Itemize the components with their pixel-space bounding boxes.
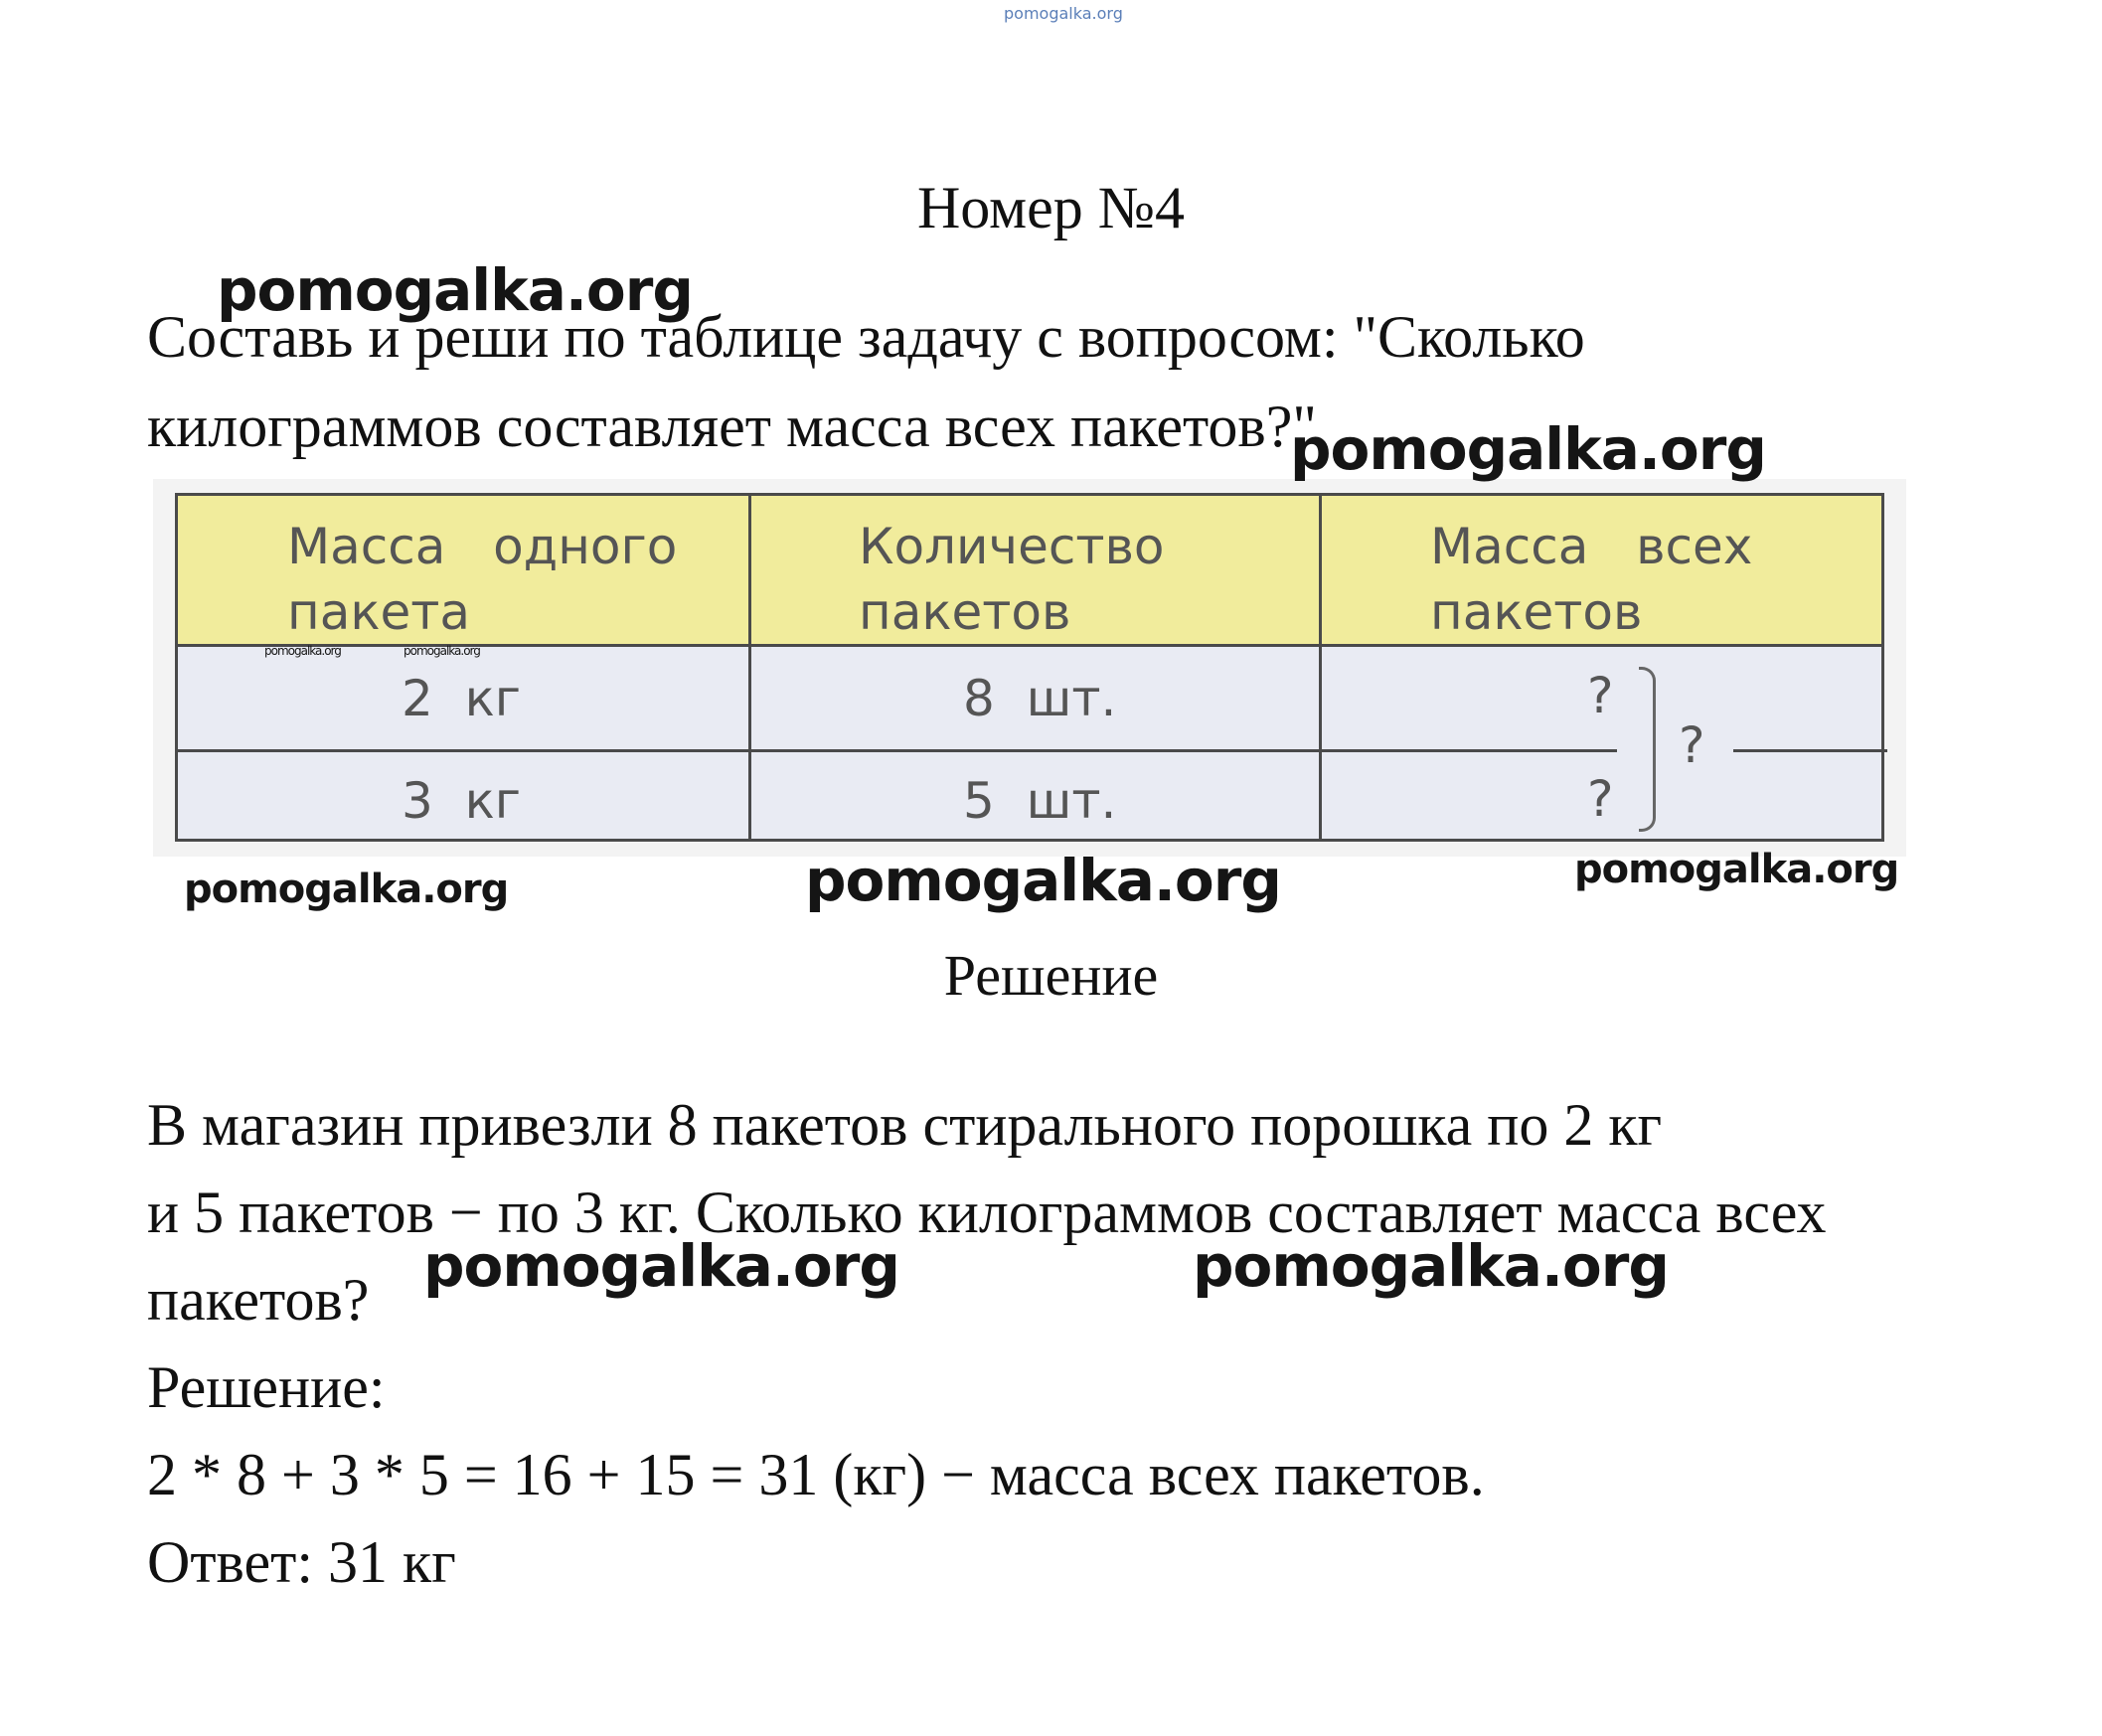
sum-brace-icon: [1639, 667, 1656, 832]
table-cell-mass: 3 кг: [402, 772, 522, 830]
table-header-mass-all: Масса всех пакетов: [1430, 518, 1753, 641]
table-cell-total: ?: [1587, 667, 1614, 724]
problem-line-3: пакетов?: [147, 1267, 370, 1333]
top-watermark: pomogalka.org: [1004, 4, 1123, 23]
table-divider: [1319, 496, 1322, 839]
small-watermark: pomogalka.org: [404, 644, 480, 658]
data-table-image: [153, 479, 1906, 857]
table-divider: [748, 496, 751, 839]
table-cell-total: ?: [1587, 770, 1614, 828]
watermark: pomogalka.org: [1574, 847, 1899, 892]
watermark: pomogalka.org: [184, 867, 509, 912]
small-watermark: pomogalka.org: [264, 644, 341, 658]
task-line-2: килограммов составляет масса всех пакетов?": [147, 394, 1317, 459]
solution-label: Решение:: [147, 1354, 386, 1420]
solution-equation: 2 * 8 + 3 * 5 = 16 + 15 = 31 (кг) − масса всех пакетов.: [147, 1442, 1485, 1507]
table-cell-count: 8 шт.: [963, 670, 1117, 727]
solution-heading: Решение: [943, 943, 1159, 1008]
task-line-1: Составь и реши по таблице задачу с вопросом: "Сколько: [147, 304, 1585, 370]
problem-line-1: В магазин привезли 8 пакетов стирального порошка по 2 кг: [147, 1092, 1663, 1158]
table-cell-count: 5 шт.: [963, 772, 1117, 830]
answer: Ответ: 31 кг: [147, 1529, 456, 1595]
watermark: pomogalka.org: [805, 847, 1281, 914]
table-row-divider: [1319, 749, 1617, 752]
watermark: pomogalka.org: [1193, 1232, 1669, 1300]
data-table: [175, 493, 1884, 842]
problem-line-2: и 5 пакетов − по 3 кг. Сколько килограммов составляет масса всех: [147, 1180, 1827, 1245]
table-cell-mass: 2 кг: [402, 670, 522, 727]
table-header-count: Количество пакетов: [859, 518, 1165, 641]
table-sum-mark: ?: [1679, 716, 1705, 774]
table-row-divider: [1733, 749, 1887, 752]
watermark: pomogalka.org: [217, 256, 693, 324]
watermark: pomogalka.org: [423, 1232, 899, 1300]
page-title: Номер №4: [916, 175, 1186, 240]
table-header-mass-one: Масса одного пакета: [287, 518, 678, 641]
watermark: pomogalka.org: [1290, 415, 1766, 483]
table-row-divider: [178, 749, 1319, 752]
